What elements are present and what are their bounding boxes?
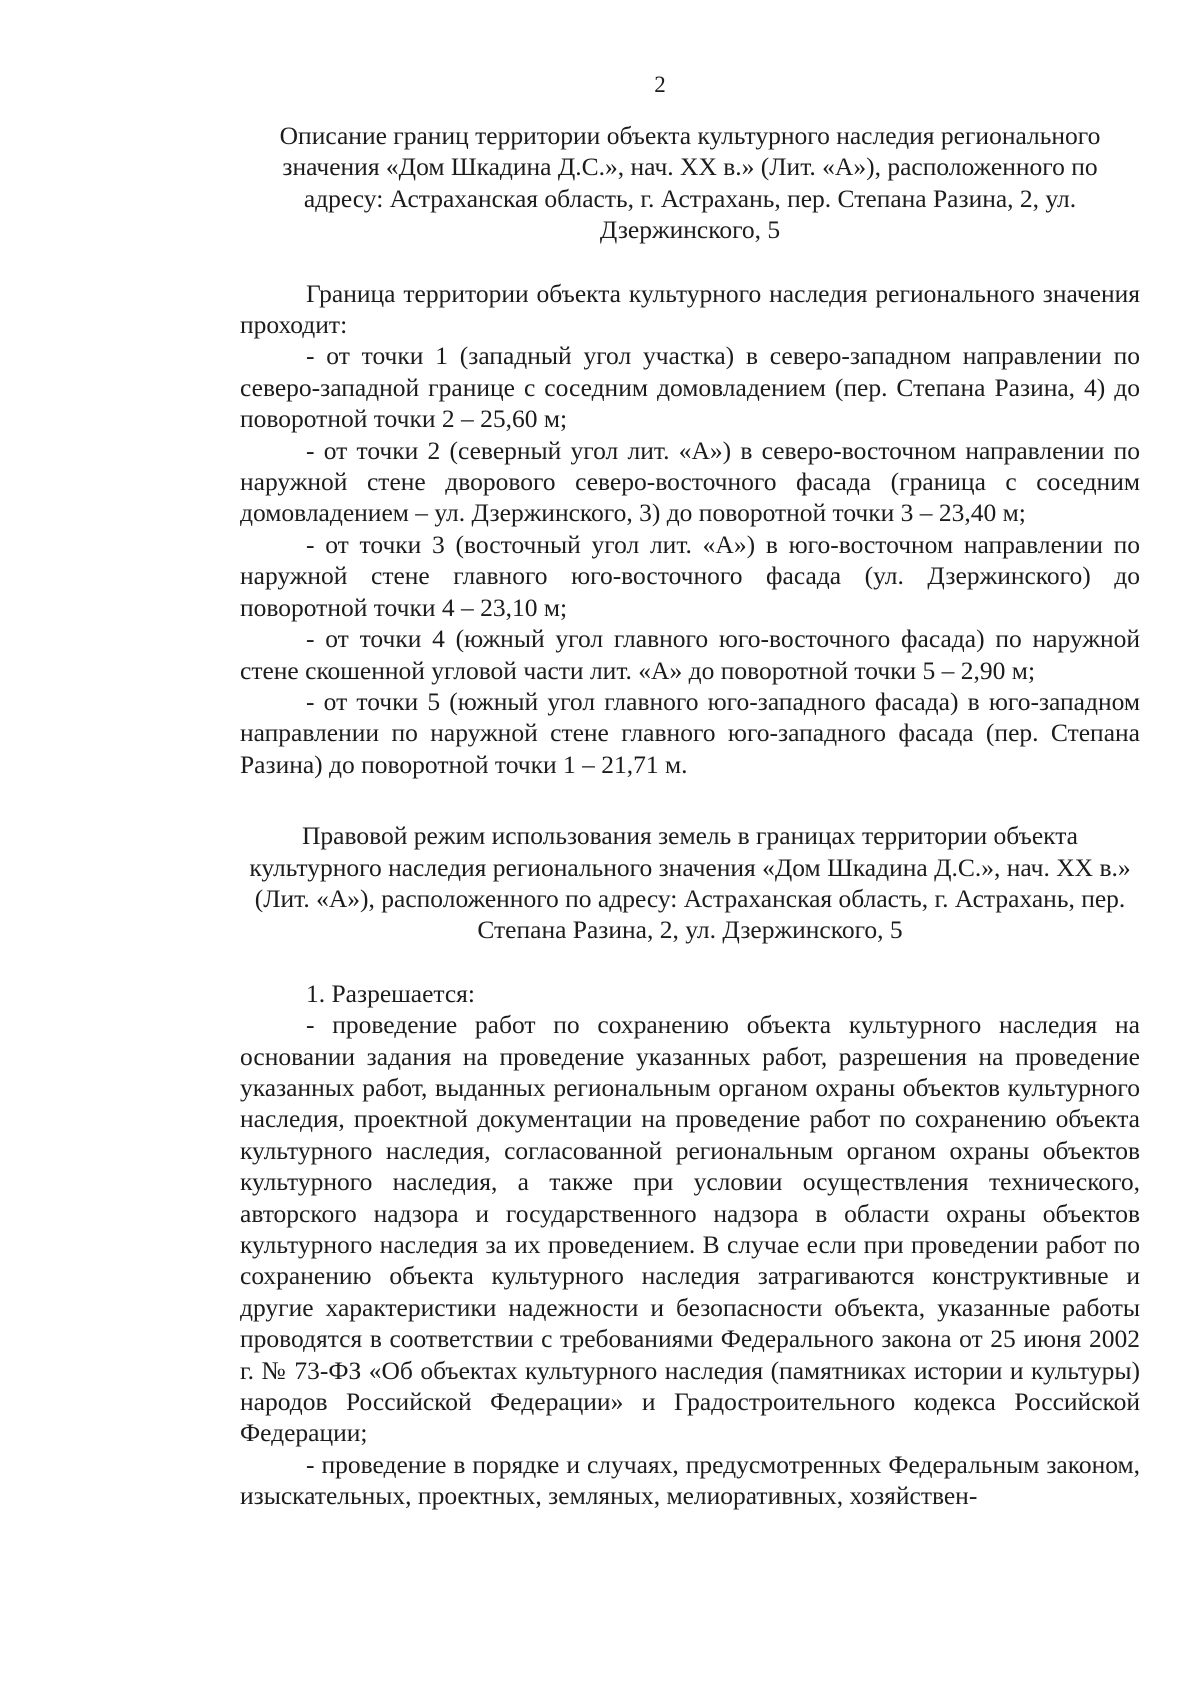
boundary-item: - от точки 5 (южный угол главного юго-западного фасада) в юго-западном направлении по наружной стене главного юго-западного фасада (пер. Степана Разина) до поворотной точки 1 – 21,71 м. — [240, 686, 1140, 779]
page-number: 2 — [654, 72, 666, 97]
boundary-item: - от точки 1 (западный угол участка) в северо-западном направлении по северо-западной границе с соседним домовладением (пер. Степана Разина, 4) до поворотной точки 2 – 25,60 м; — [240, 341, 1140, 434]
section-title-permitted: 1. Разрешается: — [306, 978, 475, 1008]
boundary-item: - от точки 3 (восточный угол лит. «А») в юго-восточном направлении по наружной стене главного юго-восточного фасада (ул. Дзержинского) до поворотной точки 4 – 23,10 м; — [240, 529, 1140, 622]
boundary-description-heading: Описание границ территории объекта культурного наследия регионального значения «Дом Шкадина Д.С.», нач. XX в.» (Лит. «А»), расположенного по адресу: Астраханская область, г. Астрахань, пер. Степана Разина, 2, ул. Дзержинского, 5 — [279, 121, 1101, 245]
permitted-item: - проведение работ по сохранению объекта культурного наследия на основании задания на проведение указанных работ, разрешения на проведение указанных работ, выданных региональным органом охраны объектов культурного наследия, проектной документации на проведение работ по сохранению объекта культурного наследия, согласованной региональным органом охраны объектов культурного наследия, а также при условии осуществления технического, авторского надзора и государственного надзора в области охраны объектов культурного наследия за их проведением. В случае если при проведении работ по сохранению объекта культурного наследия затрагиваются конструктивные и другие характеристики надежности и безопасности объекта, указанные работы проводятся в соответствии с требованиями Федерального закона от 25 июня 2002 г. № 73-ФЗ «Об объектах культурного наследия (памятниках истории и культуры) народов Российской Федерации» и Градостроительного кодекса Российской Федерации; — [240, 1010, 1140, 1448]
boundary-item: - от точки 2 (северный угол лит. «А») в северо-восточном направлении по наружной стене дворового северо-восточного фасада (граница с соседним домовладением – ул. Дзержинского, 3) до поворотной точки 3 – 23,40 м; — [240, 435, 1140, 528]
legal-regime-heading: Правовой режим использования земель в границах территории объекта культурного наследия регионального значения «Дом Шкадина Д.С.», нач. XX в.» (Лит. «А»), расположенного по адресу: Астраханская область, г. Астрахань, пер. Степана Разина, 2, ул. Дзержинского, 5 — [249, 821, 1131, 945]
document-body — [240, 120, 1140, 1512]
permitted-item: - проведение в порядке и случаях, предусмотренных Федеральным законом, изыскательных, проектных, земляных, мелиоративных, хозяйствен- — [240, 1449, 1140, 1511]
boundary-item: - от точки 4 (южный угол главного юго-восточного фасада) по наружной стене скошенной угловой части лит. «А» до поворотной точки 5 – 2,90 м; — [240, 624, 1140, 685]
boundary-intro: Граница территории объекта культурного наследия регионального значения проходит: — [240, 278, 1140, 340]
